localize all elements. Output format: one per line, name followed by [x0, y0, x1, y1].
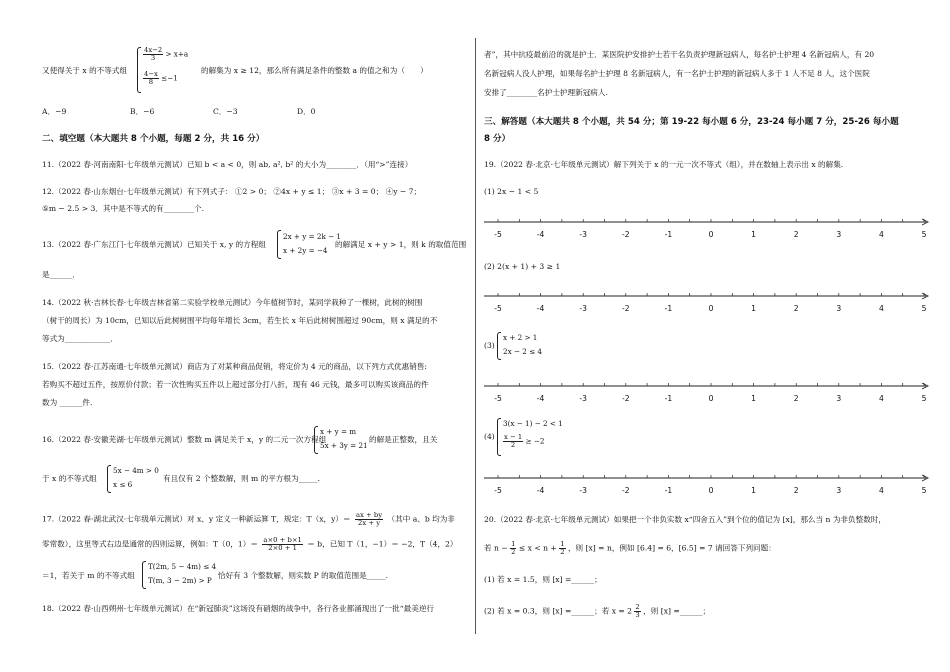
- q20-line2-mid: ≤ x < n +: [518, 543, 557, 553]
- section3-title-line1: 三、解答题（本大题共 8 个小题，共 54 分；第 19-22 每小题 6 分，23-24 每小题 7 分，25-26 每小题: [484, 117, 899, 127]
- q10-option-b[interactable]: B．−6: [130, 107, 155, 116]
- axis-tick-label: -5: [494, 486, 502, 495]
- q16-pre: 16.（2022 春·安徽芜湖·七年级单元测试）整数 m 满足关于 x，y 的二元一次方程组: [42, 435, 327, 444]
- q19-part4-ineq1: 3(x − 1) − 2 < 1: [503, 419, 563, 428]
- q17-line2: [42, 537, 458, 552]
- q20-line2: [484, 541, 776, 556]
- q10-option-d[interactable]: D．0: [297, 107, 316, 116]
- q12-num-5: ⑤: [42, 204, 49, 213]
- q12-item-3: x + 3 = 0；: [339, 187, 384, 196]
- q20-line1: 20.（2022 春·北京·七年级单元测试）如果把一个非负实数 x“四舍五入”到个位的值记为 [x]，那么当 n 为非负整数时，: [484, 515, 886, 524]
- axis-tick-label: 5: [921, 486, 927, 495]
- q20-half-num-2: 1: [560, 540, 565, 548]
- q20-line2-post: ，则 [x] = n，例如 [6.4] = 6，[6.5] = 7 请回答下列问题：: [567, 543, 776, 553]
- axis-tick-label: 2: [793, 486, 799, 495]
- q10-ineq1-rest: > x+a: [165, 49, 189, 59]
- axis-tick-label: -3: [579, 304, 587, 313]
- q10-option-a[interactable]: A．−9: [42, 107, 67, 116]
- number-line-axis: [484, 290, 930, 304]
- q20-line2-pre: 若 n −: [484, 543, 508, 553]
- q10-brace: [137, 47, 141, 93]
- axis-tick-label: 4: [878, 304, 884, 313]
- q19-part3-brace: [497, 332, 501, 360]
- axis-tick-label: 0: [708, 304, 714, 313]
- q14-line2: （树干的周长）为 10cm，已知以后此树树围平均每年增长 3cm，若生长 x 年后此树树围超过 90cm，则 x 满足的不: [42, 316, 438, 325]
- q20-part2-den: 3: [635, 611, 640, 619]
- q10-ineq2-num: 4−x: [144, 70, 158, 78]
- axis-tick-label: -2: [622, 394, 630, 403]
- axis-tick-label: -5: [494, 394, 502, 403]
- axis-tick-label: 0: [708, 394, 714, 403]
- axis-tick-label: -3: [579, 394, 587, 403]
- q12-num-1: ①: [234, 187, 243, 196]
- q12-line1: [42, 187, 421, 197]
- section3-title-line2: 8 分）: [484, 134, 511, 144]
- axis-tick-label: -1: [664, 394, 673, 403]
- axis-tick-label: -2: [622, 230, 630, 239]
- q19-part3-ineq2: 2x − 2 ≤ 4: [503, 347, 542, 356]
- axis-tick-label: 5: [921, 394, 927, 403]
- axis-tick-label: -1: [664, 230, 673, 239]
- axis-tick-label: 2: [793, 394, 799, 403]
- q10-ineq1-num: 4x−2: [144, 46, 163, 54]
- column-divider: [475, 38, 476, 634]
- axis-tick-label: 3: [836, 394, 842, 403]
- q17-ex-num: a×0 + b×1: [263, 536, 302, 544]
- q12-line2: [42, 204, 204, 214]
- q19-part2: (2) 2(x + 1) + 3 ≥ 1: [484, 262, 561, 271]
- q20-half-num-1: 1: [511, 540, 516, 548]
- q15-line2: 若购买不超过五件，按原价付款；若一次性购买五件以上超过部分打八折，现有 46 元钱，最多可以购买该商品的件: [42, 380, 429, 389]
- q17-ineq1: T(2m, 5 − 4m) ≤ 4: [148, 562, 217, 571]
- axis-tick-label: 3: [836, 486, 842, 495]
- number-line-axis: [484, 472, 930, 486]
- number-line-axis: [484, 380, 930, 394]
- q16-brace-2: [107, 465, 111, 493]
- q13-line2: 是______．: [42, 270, 80, 279]
- q12-num-2: ②: [273, 187, 282, 196]
- axis-tick-label: -5: [494, 230, 502, 239]
- q12-item-4: y − 7；: [393, 187, 422, 196]
- q18-line1: 18.（2022 春·山西朔州·七年级单元测试）在“新冠肺炎”这场没有硝烟的战争中，各行各业都涌现出了一批“最美逆行: [42, 604, 435, 613]
- q10-ineq1-den: 3: [150, 54, 156, 62]
- q12-item-1: 2 > 0；: [242, 187, 271, 196]
- axis-tick-label: 4: [878, 394, 884, 403]
- axis-tick-label: 4: [878, 486, 884, 495]
- right-column: [478, 0, 950, 672]
- q15-line1: 15.（2022 春·江苏南通·七年级单元测试）商店为了对某种商品促销，将定价为 4 元的商品，以下列方式优惠销售:: [42, 362, 427, 371]
- q13-eq2: x + 2y = −4: [283, 246, 328, 255]
- axis-tick-label: -5: [494, 304, 502, 313]
- q10-ineq2-rest: ≤−1: [161, 73, 178, 83]
- number-line-2[interactable]: [484, 290, 930, 318]
- number-line-1[interactable]: [484, 216, 930, 244]
- q16-eq2: 5x + 3y = 21: [320, 441, 368, 450]
- q14-line3: 等式为____________．: [42, 334, 118, 343]
- q19-stem: 19.（2022 春·北京·七年级单元测试）解下列关于 x 的一元一次不等式（组），并在数轴上表示出 x 的解集.: [484, 160, 844, 169]
- q17-ineq2: T(m, 3 − 2m) > P: [148, 576, 212, 585]
- q17-frac-den: 2x + y: [358, 519, 381, 527]
- q16-line2-post: 有且仅有 2 个整数解，则 m 的平方根为_____.: [163, 474, 320, 483]
- q17-brace: [142, 561, 146, 589]
- q18-line4: 安排了________名护士护理新冠病人.: [484, 88, 608, 97]
- q19-part4-ineq2-num: x − 1: [504, 433, 523, 441]
- number-line-axis: [484, 216, 930, 230]
- q10-post: 的解集为 x ≥ 12，那么所有满足条件的整数 a 的值之和为（ ）: [201, 66, 428, 75]
- axis-tick-label: 5: [921, 304, 927, 313]
- axis-tick-label: 2: [793, 304, 799, 313]
- q10-ineq1: [143, 47, 188, 62]
- axis-tick-label: 5: [921, 230, 927, 239]
- q19-part4-ineq2: [503, 434, 544, 449]
- q19-part4-ineq2-den: 2: [510, 441, 516, 449]
- axis-tick-label: 0: [708, 486, 714, 495]
- q20-half-den-2: 2: [560, 548, 565, 556]
- axis-tick-label: -3: [579, 230, 587, 239]
- q13-post: 的解满足 x + y > 1，则 k 的取值范围: [335, 240, 467, 249]
- q17-line2-post: ＝ b，已知 T（1，−1）＝ −2，T（4，2）: [307, 539, 458, 549]
- q15-line3: 数为 ______件.: [42, 398, 93, 407]
- q17-line2-pre: 零常数），这里等式右边是通常的四则运算，例如：T（0，1）＝: [42, 539, 258, 549]
- q10-ineq2: [143, 71, 178, 86]
- q12-stem: 12.（2022 春·山东烟台·七年级单元测试）有下列式子：: [42, 187, 233, 196]
- q11: 11.（2022 春·河南南阳·七年级单元测试）已知 b < a < 0，则 ab, a², b² 的大小为________．（用“>”连接）: [42, 160, 413, 169]
- q19-part3-ineq1: x + 2 > 1: [503, 333, 538, 342]
- axis-tick-label: 2: [793, 230, 799, 239]
- q16-ineq1: 5x − 4m > 0: [113, 466, 159, 475]
- axis-tick-label: -1: [664, 486, 673, 495]
- q12-num-3: ③: [331, 187, 340, 196]
- axis-tick-label: -4: [536, 230, 545, 239]
- axis-tick-label: 0: [708, 230, 714, 239]
- q17-post: （其中 a、b 均为非: [387, 514, 455, 524]
- q16-line2-pre: 于 x 的不等式组: [42, 474, 97, 483]
- q20-part2-pre: (2) 若 x = 0.3，则 [x] =______；若 x = 2: [484, 606, 632, 616]
- q19-part4-label: (4): [484, 432, 495, 441]
- q10-ineq2-den: 8: [148, 78, 154, 86]
- left-column: [0, 0, 473, 672]
- axis-tick-label: -2: [622, 304, 630, 313]
- q19-part4-ineq2-rest: ≥ −2: [525, 436, 545, 446]
- q10-pre: 又使得关于 x 的不等式组: [42, 66, 128, 75]
- axis-tick-label: 1: [751, 230, 757, 239]
- q17-ex-den: 2×0 + 1: [268, 544, 297, 552]
- q19-part1: (1) 2x − 1 < 5: [484, 187, 539, 196]
- q13-pre: 13.（2022 春·广东江门·七年级单元测试）已知关于 x, y 的方程组: [42, 240, 266, 249]
- q18-line2: 者”，其中抗疫最前沿的就是护士．某医院护安排护士若干名负责护理新冠病人，每名护士护理 4 名新冠病人，有 20: [484, 50, 875, 59]
- q18-line3: 名新冠病人没人护理，如果每名护士护理 8 名新冠病人，有一名护士护理的新冠病人多于 1 人不足 8 人，这个医院: [484, 69, 870, 78]
- axis-tick-label: 3: [836, 230, 842, 239]
- q12-num-4: ④: [385, 187, 394, 196]
- q17-pre: [42, 512, 455, 527]
- q16-brace-1: [314, 426, 318, 454]
- axis-tick-label: 1: [751, 394, 757, 403]
- q20-part2-post: ，则 [x] =______；: [643, 606, 711, 616]
- q20-half-den-1: 2: [511, 548, 516, 556]
- q16-post: 的解是正整数，且关: [369, 435, 438, 444]
- q12-item-5: m − 2.5 > 3．其中是不等式的有________个.: [48, 204, 205, 213]
- q20-part2: [484, 604, 710, 619]
- axis-tick-label: -4: [536, 486, 545, 495]
- q17-line3-post: 恰好有 3 个整数解，则实数 P 的取值范围是_____.: [218, 571, 389, 580]
- axis-tick-label: -2: [622, 486, 630, 495]
- axis-tick-label: 1: [751, 486, 757, 495]
- q17-stem: 17.（2022 春·湖北武汉·七年级单元测试）对 x、y 定义一种新运算 T，规定：T（x，y）＝: [42, 514, 351, 524]
- q16-ineq2: x ≤ 6: [113, 480, 133, 489]
- axis-tick-label: -4: [536, 304, 545, 313]
- q17-frac-num: ax + by: [356, 511, 383, 519]
- q19-part3-label: (3): [484, 341, 495, 350]
- section2-title: 二、填空题（本大题共 8 个小题，每题 2 分，共 16 分）: [42, 134, 265, 144]
- q10-option-c[interactable]: C．−3: [213, 107, 238, 116]
- axis-tick-label: -3: [579, 486, 587, 495]
- number-line-3[interactable]: [484, 380, 930, 408]
- axis-tick-label: 1: [751, 304, 757, 313]
- number-line-4[interactable]: [484, 472, 930, 500]
- axis-tick-label: -4: [536, 394, 545, 403]
- q16-eq1: x + y = m: [320, 427, 357, 436]
- q20-part2-num: 2: [635, 603, 640, 611]
- axis-tick-label: -1: [664, 304, 673, 313]
- axis-tick-label: 4: [878, 230, 884, 239]
- q12-item-2: 4x + y ≤ 1；: [281, 187, 330, 196]
- q14-line1: 14.（2022 秋·吉林长春·七年级吉林省第二实验学校单元测试）今年植树节时，某同学栽种了一棵树，此树的树围: [42, 298, 423, 307]
- q13-brace: [277, 230, 281, 259]
- q19-part4-brace: [497, 418, 501, 456]
- q20-part1: (1) 若 x = 1.5，则 [x] =______；: [484, 575, 602, 584]
- axis-tick-label: 3: [836, 304, 842, 313]
- q13-eq1: 2x + y = 2k − 1: [283, 232, 341, 241]
- q17-line3-pre: ＝1，若关于 m 的不等式组: [42, 571, 135, 580]
